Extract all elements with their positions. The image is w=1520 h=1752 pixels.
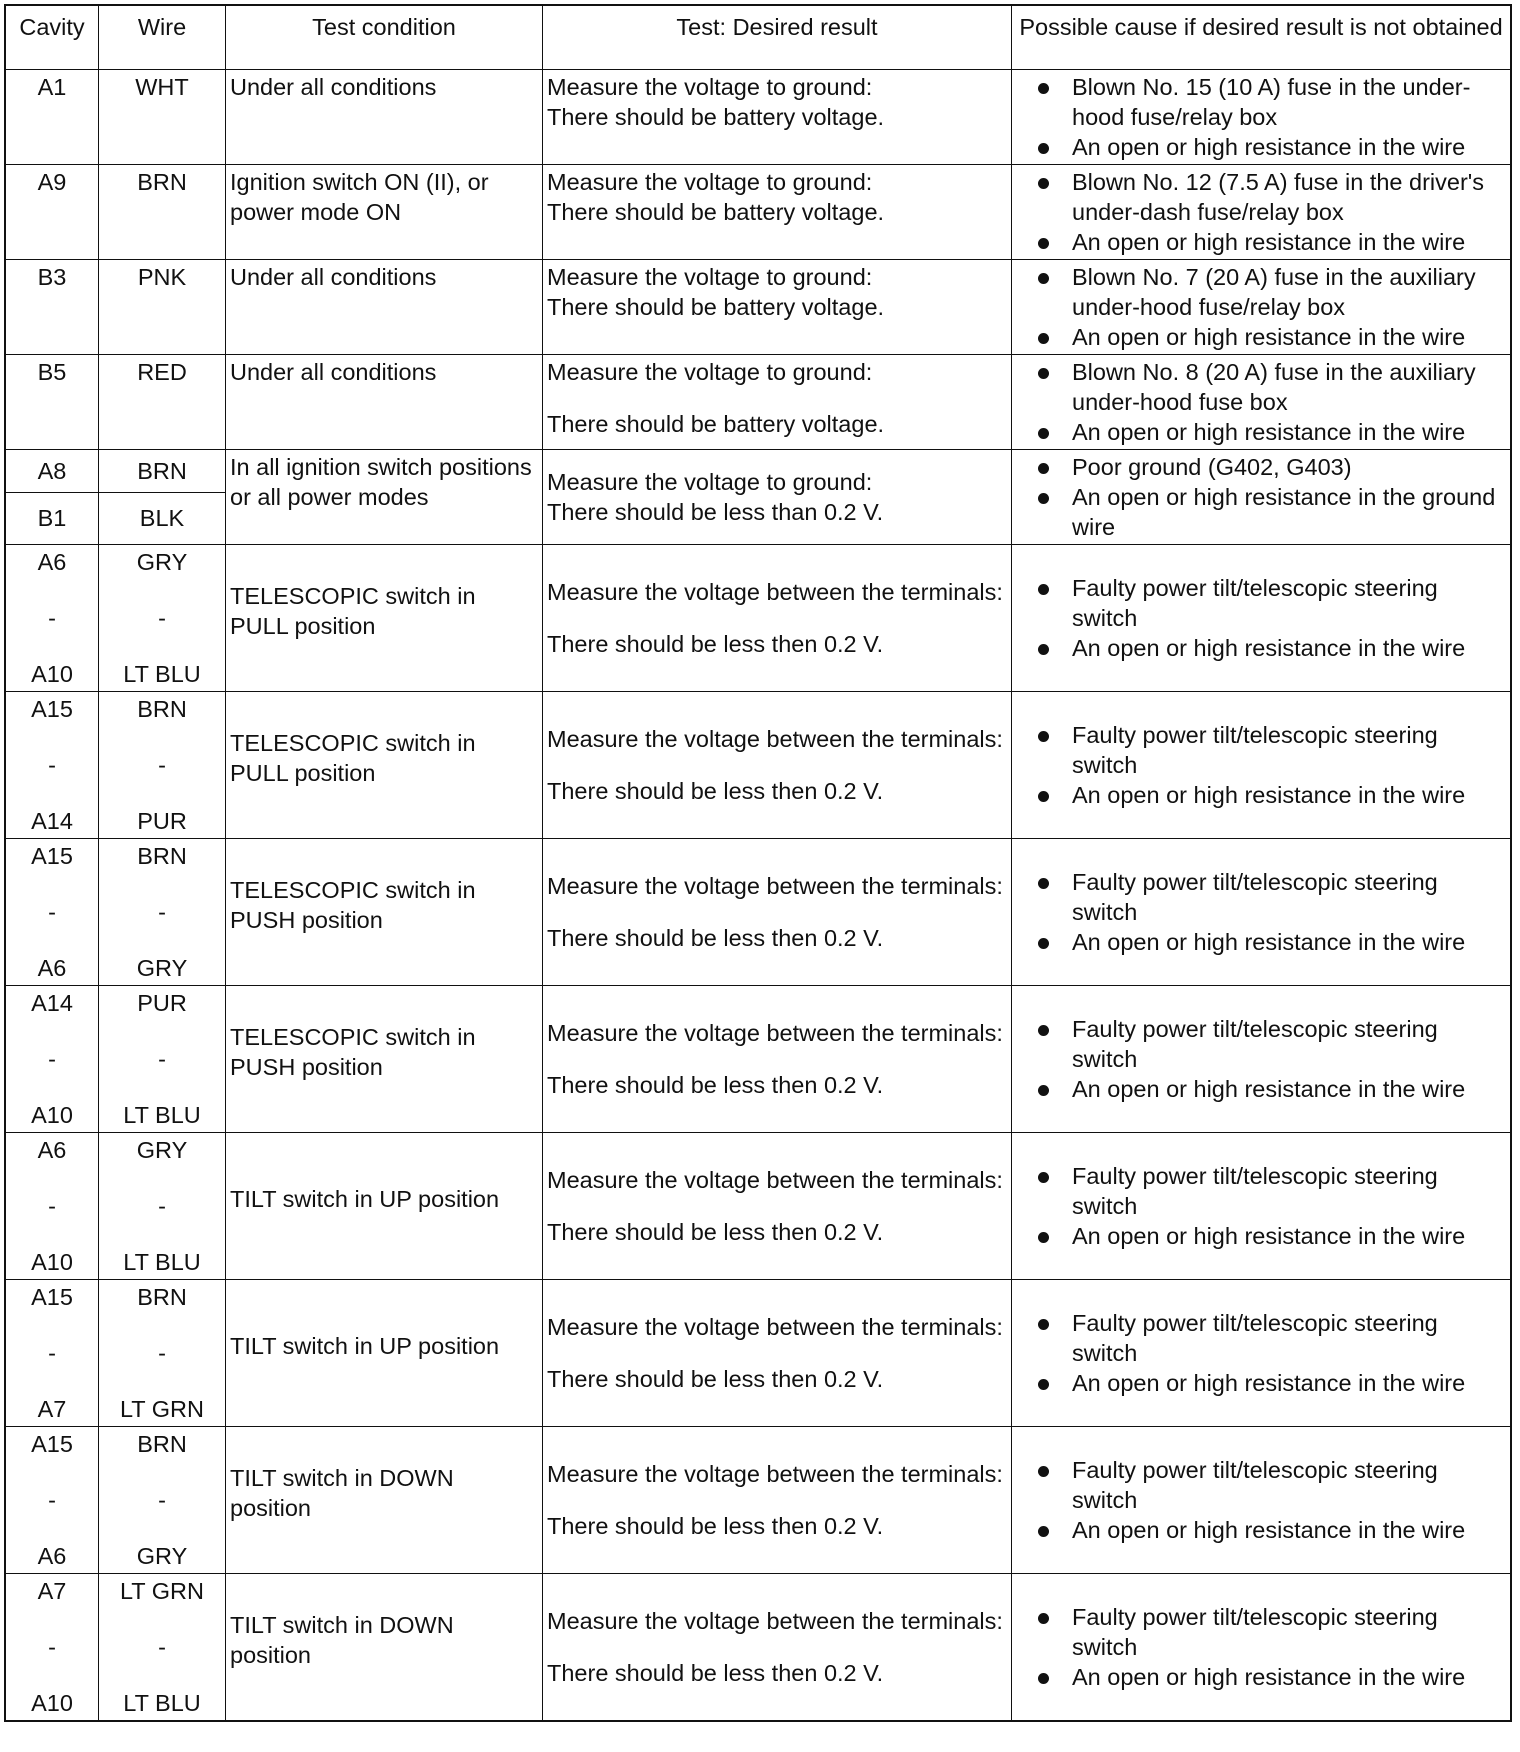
bullet-icon [1038,493,1049,504]
cause-item [1038,132,1506,162]
test-instruction: Measure the voltage between the terminals: [547,1166,1003,1193]
cause-text: An open or high resistance in the wire [1072,1222,1466,1249]
cause-text: Poor ground (G402, G403) [1072,453,1352,480]
wire-color: RED [137,358,187,385]
table-row [5,1132,1511,1279]
bullet-icon [1038,791,1049,802]
cavity-cell [5,69,99,164]
test-condition-text: TILT switch in DOWN position [230,1464,454,1521]
test-instruction: Measure the voltage to ground: [547,263,873,290]
header-wire: Wire [99,5,226,69]
possible-cause-cell [1012,1426,1512,1573]
bullet-icon [1038,368,1049,379]
cavity-cell [5,1132,99,1279]
cause-item [1038,262,1506,322]
range-separator: - [158,1633,166,1660]
cause-text: An open or high resistance in the wire [1072,1663,1466,1690]
wire-color: LT BLU [123,1689,201,1716]
test-expected-result: There should be less then 0.2 V. [547,777,884,804]
cavity-value: A10 [31,1689,73,1716]
cavity-value: A1 [37,73,67,100]
range-separator: - [158,1045,166,1072]
cause-text: Faulty power tilt/telescopic steering switch [1072,1456,1438,1513]
desired-result-cell [543,1426,1012,1573]
bullet-icon [1038,1673,1049,1684]
possible-cause-cell [1012,69,1512,164]
cavity-cell [5,1279,99,1426]
test-condition-cell [226,838,543,985]
wire-color: LT GRN [119,1395,204,1422]
cavity-value: A15 [31,1430,73,1457]
cavity-value: A6 [37,548,67,575]
test-condition-text: Under all conditions [230,358,437,385]
table-row [5,259,1511,354]
possible-cause-cell [1012,1132,1512,1279]
cavity-cell [5,1426,99,1573]
possible-cause-cell [1012,838,1512,985]
wire-color-range [103,694,221,836]
table-row [5,1279,1511,1426]
cavity-value: A9 [37,168,67,195]
wire-cell [99,1132,226,1279]
table-row [5,69,1511,164]
wire-color: PUR [137,807,187,834]
table-row [5,985,1511,1132]
wire-cell [99,1426,226,1573]
cavity-value-range [10,694,94,836]
cavity-cell [5,838,99,985]
test-condition-text: Under all conditions [230,263,437,290]
cavity-value: B5 [37,358,67,385]
bullet-icon [1038,1319,1049,1330]
bullet-icon [1038,1172,1049,1183]
cause-text: An open or high resistance in the wire [1072,1369,1466,1396]
cause-item [1038,322,1506,352]
cause-item [1038,867,1506,927]
bullet-icon [1038,731,1049,742]
wire-color-pair [99,450,225,540]
wire-color: GRY [136,1136,188,1163]
test-condition-text: TELESCOPIC switch in PULL position [230,582,476,639]
cause-item [1038,482,1506,542]
cause-item [1038,780,1506,810]
test-condition-cell [226,69,543,164]
wire-cell [99,985,226,1132]
cause-list [1016,262,1506,352]
test-condition-text: TILT switch in UP position [230,1185,500,1212]
table-row [5,838,1511,985]
cavity-value: B3 [37,263,67,290]
test-instruction: Measure the voltage to ground: [547,73,873,100]
test-condition-cell [226,1132,543,1279]
desired-result-cell [543,164,1012,259]
cause-text: An open or high resistance in the ground wire [1072,483,1496,540]
wire-color-range [103,1282,221,1424]
cause-item [1038,1221,1506,1251]
cavity-cell [5,354,99,449]
bullet-icon [1038,1466,1049,1477]
cavity-cell [5,259,99,354]
wire-cell [99,449,226,544]
test-expected-result: There should be less then 0.2 V. [547,1512,884,1539]
cause-item [1038,1368,1506,1398]
range-separator: - [158,1192,166,1219]
possible-cause-cell [1012,449,1512,544]
cavity-value-range [10,1135,94,1277]
range-separator: - [48,604,56,631]
cavity-value-range [10,547,94,689]
bullet-icon [1038,938,1049,949]
test-condition-cell [226,354,543,449]
test-expected-result: There should be less then 0.2 V. [547,1659,884,1686]
cause-item [1038,72,1506,132]
troubleshooting-table-container [4,4,1512,1722]
cavity-cell [5,164,99,259]
wire-cell [99,69,226,164]
cause-list [1016,1455,1506,1545]
cause-text: Faulty power tilt/telescopic steering switch [1072,574,1438,631]
cause-list [1016,1161,1506,1251]
test-expected-result: There should be less then 0.2 V. [547,924,884,951]
wire-color: LT BLU [123,660,201,687]
cavity-cell [5,449,99,544]
bullet-icon [1038,1613,1049,1624]
range-separator: - [48,1486,56,1513]
wire-cell [99,1573,226,1721]
possible-cause-cell [1012,164,1512,259]
cause-text: Blown No. 15 (10 A) fuse in the under-hood fuse/relay box [1072,73,1471,130]
header-desired-result: Test: Desired result [543,5,1012,69]
cause-text: Faulty power tilt/telescopic steering switch [1072,868,1438,925]
test-instruction: Measure the voltage between the terminals: [547,1607,1003,1634]
cause-text: Faulty power tilt/telescopic steering switch [1072,1309,1438,1366]
cause-text: An open or high resistance in the wire [1072,781,1466,808]
wire-color: BRN [99,450,225,494]
cause-item [1038,227,1506,257]
wire-cell [99,691,226,838]
table-row [5,691,1511,838]
cavity-value: A10 [31,1101,73,1128]
range-separator: - [158,898,166,925]
test-condition-text: Under all conditions [230,73,437,100]
desired-result-cell [543,259,1012,354]
bullet-icon [1038,333,1049,344]
table-row [5,354,1511,449]
cause-item [1038,452,1506,482]
cause-text: An open or high resistance in the wire [1072,323,1466,350]
test-condition-text: TELESCOPIC switch in PULL position [230,729,476,786]
wire-color: BRN [137,1430,187,1457]
cavity-value: A6 [37,1136,67,1163]
desired-result-cell [543,838,1012,985]
test-condition-cell [226,449,543,544]
test-expected-result: There should be less then 0.2 V. [547,1365,884,1392]
cavity-value: A15 [31,695,73,722]
cavity-value: B1 [37,505,67,531]
wire-color: PNK [137,263,187,290]
test-instruction: Measure the voltage to ground: [547,468,873,495]
bullet-icon [1038,273,1049,284]
cause-item [1038,1308,1506,1368]
cause-text: Blown No. 7 (20 A) fuse in the auxiliary under-hood fuse/relay box [1072,263,1476,320]
cavity-value: A8 [6,450,98,494]
desired-result-cell [543,449,1012,544]
test-instruction: Measure the voltage between the terminals: [547,1313,1003,1340]
cause-text: Blown No. 8 (20 A) fuse in the auxiliary under-hood fuse box [1072,358,1476,415]
test-instruction: Measure the voltage between the terminals: [547,1019,1003,1046]
cause-item [1038,1602,1506,1662]
wire-color: LT GRN [119,1577,204,1604]
cause-item [1038,357,1506,417]
wire-color: GRY [136,1542,188,1569]
test-condition-cell [226,1279,543,1426]
cause-list [1016,1308,1506,1398]
bullet-icon [1038,1379,1049,1390]
desired-result-cell [543,69,1012,164]
bullet-icon [1038,644,1049,655]
cause-list [1016,573,1506,663]
desired-result-cell [543,691,1012,838]
wire-cell [99,354,226,449]
test-condition-cell [226,1426,543,1573]
cavity-value: A15 [31,842,73,869]
cause-item [1038,1662,1506,1692]
cavity-value: A15 [31,1283,73,1310]
table-row [5,1426,1511,1573]
test-expected-result: There should be battery voltage. [547,410,885,437]
cause-item [1038,927,1506,957]
desired-result-cell [543,354,1012,449]
wire-cell [99,164,226,259]
cause-text: Faulty power tilt/telescopic steering switch [1072,1603,1438,1660]
cause-text: Faulty power tilt/telescopic steering switch [1072,1162,1438,1219]
test-condition-text: TILT switch in DOWN position [230,1611,454,1668]
wire-color: GRY [136,548,188,575]
cause-list [1016,1602,1506,1692]
cause-text: An open or high resistance in the wire [1072,928,1466,955]
bullet-icon [1038,238,1049,249]
wire-color-range [103,547,221,689]
wire-color-range [103,1135,221,1277]
cavity-cell [5,985,99,1132]
possible-cause-cell [1012,544,1512,691]
test-expected-result: There should be battery voltage. [547,198,885,225]
possible-cause-cell [1012,691,1512,838]
cavity-value-pair [6,450,98,540]
test-condition-cell [226,259,543,354]
range-separator: - [48,1633,56,1660]
cause-text: An open or high resistance in the wire [1072,1075,1466,1102]
wire-color: GRY [136,954,188,981]
wire-color: BRN [137,842,187,869]
cavity-cell [5,691,99,838]
possible-cause-cell [1012,1279,1512,1426]
cavity-value: A10 [31,660,73,687]
test-instruction: Measure the voltage between the terminals: [547,1460,1003,1487]
cause-item [1038,1074,1506,1104]
table-body [5,69,1511,1721]
test-expected-result: There should be less then 0.2 V. [547,630,884,657]
cause-text: Faulty power tilt/telescopic steering switch [1072,1015,1438,1072]
bullet-icon [1038,143,1049,154]
wire-cell [99,838,226,985]
bullet-icon [1038,428,1049,439]
range-separator: - [48,1192,56,1219]
cause-item [1038,1455,1506,1515]
cause-item [1038,573,1506,633]
cause-text: An open or high resistance in the wire [1072,1516,1466,1543]
wire-color-range [103,1429,221,1571]
range-separator: - [158,751,166,778]
cavity-value: A7 [37,1577,67,1604]
wire-color: BLK [139,505,185,531]
wire-cell [99,259,226,354]
test-expected-result: There should be battery voltage. [547,293,885,320]
cavity-cell [5,1573,99,1721]
cause-item [1038,167,1506,227]
test-condition-text: Ignition switch ON (II), or power mode ON [230,168,489,225]
cavity-value-range [10,988,94,1130]
test-condition-text: TELESCOPIC switch in PUSH position [230,876,476,933]
cavity-value: A6 [37,954,67,981]
cause-list [1016,357,1506,447]
bullet-icon [1038,178,1049,189]
wire-cell [99,544,226,691]
range-separator: - [48,1339,56,1366]
test-condition-text: In all ignition switch positions or all power modes [230,453,532,510]
test-condition-text: TELESCOPIC switch in PUSH position [230,1023,476,1080]
cavity-value-range [10,1576,94,1718]
table-row [5,1573,1511,1721]
cause-text: An open or high resistance in the wire [1072,133,1466,160]
desired-result-cell [543,1279,1012,1426]
cavity-cell [5,544,99,691]
table-row [5,544,1511,691]
test-expected-result: There should be battery voltage. [547,103,885,130]
cause-item [1038,720,1506,780]
cause-text: An open or high resistance in the wire [1072,418,1466,445]
cavity-value: A14 [31,989,73,1016]
bullet-icon [1038,1232,1049,1243]
desired-result-cell [543,1132,1012,1279]
table-header-row [5,5,1511,69]
cavity-value-range [10,1429,94,1571]
cause-item [1038,1161,1506,1221]
desired-result-cell [543,544,1012,691]
test-expected-result: There should be less then 0.2 V. [547,1218,884,1245]
wire-color: WHT [135,73,189,100]
bullet-icon [1038,1085,1049,1096]
desired-result-cell [543,985,1012,1132]
bullet-icon [1038,1025,1049,1036]
test-expected-result: There should be less then 0.2 V. [547,1071,884,1098]
wire-color-range [103,988,221,1130]
table-row [5,449,1511,544]
test-instruction: Measure the voltage between the terminals: [547,578,1003,605]
cavity-value: A7 [37,1395,67,1422]
cause-list [1016,72,1506,162]
cause-list [1016,452,1506,542]
test-condition-cell [226,985,543,1132]
table-row [5,164,1511,259]
cause-item [1038,1515,1506,1545]
wire-color: BRN [137,1283,187,1310]
cause-list [1016,167,1506,257]
desired-result-cell [543,1573,1012,1721]
cause-item [1038,1014,1506,1074]
wire-color-range [103,1576,221,1718]
test-condition-text: TILT switch in UP position [230,1332,500,1359]
cavity-value-range [10,841,94,983]
possible-cause-cell [1012,985,1512,1132]
possible-cause-cell [1012,1573,1512,1721]
possible-cause-cell [1012,259,1512,354]
cause-item [1038,417,1506,447]
range-separator: - [158,1339,166,1366]
test-instruction: Measure the voltage between the terminals: [547,872,1003,899]
range-separator: - [158,1486,166,1513]
wire-color: PUR [137,989,187,1016]
cause-item [1038,633,1506,663]
wire-color: LT BLU [123,1101,201,1128]
wire-color: BRN [137,168,187,195]
header-cavity: Cavity [5,5,99,69]
cavity-value: A14 [31,807,73,834]
test-condition-cell [226,691,543,838]
range-separator: - [48,1045,56,1072]
test-instruction: Measure the voltage between the terminals: [547,725,1003,752]
range-separator: - [48,751,56,778]
test-condition-cell [226,1573,543,1721]
bullet-icon [1038,1526,1049,1537]
bullet-icon [1038,463,1049,474]
test-condition-cell [226,164,543,259]
cavity-value: A6 [37,1542,67,1569]
cause-list [1016,867,1506,957]
cause-text: An open or high resistance in the wire [1072,634,1466,661]
wire-cell [99,1279,226,1426]
header-test-condition: Test condition [226,5,543,69]
test-instruction: Measure the voltage to ground: [547,168,873,195]
cause-text: Faulty power tilt/telescopic steering switch [1072,721,1438,778]
cavity-value: A10 [31,1248,73,1275]
wire-color: LT BLU [123,1248,201,1275]
cavity-value-range [10,1282,94,1424]
header-possible-cause: Possible cause if desired result is not obtained [1012,5,1512,69]
wire-color-range [103,841,221,983]
wire-color: BRN [137,695,187,722]
bullet-icon [1038,878,1049,889]
cause-text: An open or high resistance in the wire [1072,228,1466,255]
cause-text: Blown No. 12 (7.5 A) fuse in the driver's under-dash fuse/relay box [1072,168,1485,225]
bullet-icon [1038,584,1049,595]
cause-list [1016,720,1506,810]
possible-cause-cell [1012,354,1512,449]
test-condition-cell [226,544,543,691]
cause-list [1016,1014,1506,1104]
connector-test-table [4,4,1512,1722]
bullet-icon [1038,83,1049,94]
range-separator: - [48,898,56,925]
test-instruction: Measure the voltage to ground: [547,358,873,385]
range-separator: - [158,604,166,631]
test-expected-result: There should be less than 0.2 V. [547,498,884,525]
